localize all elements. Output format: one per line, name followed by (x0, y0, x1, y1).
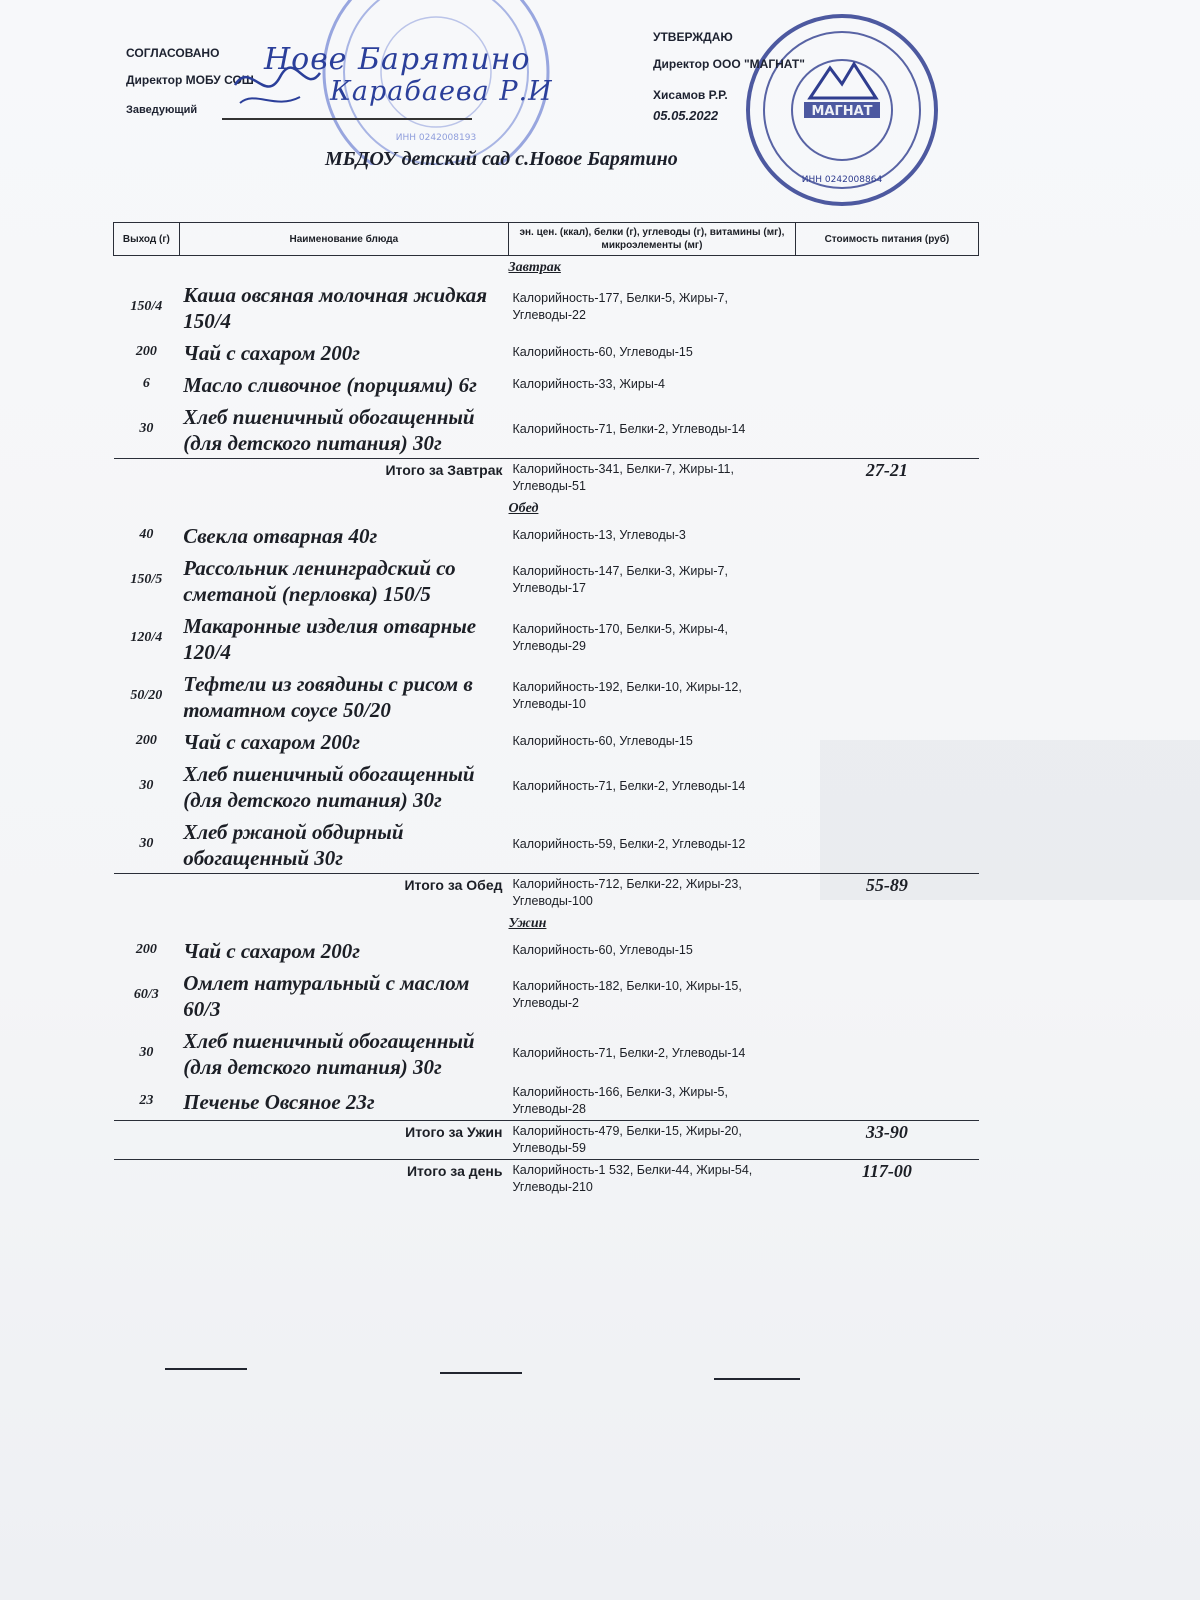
menu-item-row (114, 815, 979, 874)
section-title-row (114, 256, 979, 279)
item-cost (795, 609, 978, 667)
section-title-row (114, 912, 979, 934)
menu-item-row (114, 1082, 979, 1121)
item-nutrition: Калорийность-192, Белки-10, Жиры-12, Углеводы-10 (512, 680, 742, 711)
manager-signature-line (222, 118, 472, 120)
item-nutrition: Калорийность-60, Углеводы-15 (512, 344, 693, 359)
section-total-label: Итого за Ужин (114, 1121, 509, 1160)
item-cost (795, 1082, 978, 1121)
item-nutrition: Калорийность-147, Белки-3, Жиры-7, Углеводы-17 (512, 564, 728, 595)
agreed-director: Директор МОБУ СОШ (126, 73, 254, 87)
section-total-nutrition: Калорийность-479, Белки-15, Жиры-20, Углеводы-59 (509, 1121, 796, 1160)
section-spacer (179, 497, 508, 519)
agreed-manager: Заведующий (126, 104, 198, 116)
item-dish: Тефтели из говядины с рисом в томатном соусе 50/20 (183, 672, 473, 722)
approve-date: 05.05.2022 (653, 108, 719, 123)
item-output: 50/20 (130, 688, 163, 703)
item-nutrition: Калорийность-166, Белки-3, Жиры-5, Углеводы-28 (512, 1085, 728, 1116)
item-nutrition: Калорийность-33, Жиры-4 (512, 376, 665, 391)
section-spacer (114, 497, 180, 519)
menu-item-row (114, 551, 979, 609)
item-cost (795, 368, 978, 400)
day-total-label: Итого за день (114, 1160, 509, 1199)
section-spacer (179, 256, 508, 279)
item-output: 150/4 (130, 299, 163, 314)
item-output: 200 (135, 344, 157, 359)
item-nutrition: Калорийность-71, Белки-2, Углеводы-14 (512, 778, 746, 793)
item-output: 6 (142, 376, 150, 391)
item-nutrition: Калорийность-13, Углеводы-3 (512, 527, 686, 542)
company-stamp-magnat (742, 10, 942, 210)
item-cost (795, 815, 978, 874)
section-total-row (114, 1121, 979, 1160)
item-dish: Каша овсяная молочная жидкая 150/4 (183, 283, 488, 333)
stamp-right-inn: ИНН 0242008864 (801, 175, 883, 185)
item-dish: Хлеб пшеничный обогащенный (для детского питания) 30г (183, 762, 475, 812)
menu-item-row (114, 1024, 979, 1082)
item-cost (795, 725, 978, 757)
handwritten-signature-name: Карабаева Р.И (330, 76, 553, 107)
item-dish: Чай с сахаром 200г (183, 730, 361, 754)
col-dish: Наименование блюда (179, 223, 508, 256)
handwritten-signature (225, 55, 325, 115)
col-output: Выход (г) (114, 223, 180, 256)
section-total-row (114, 874, 979, 913)
section-total-nutrition: Калорийность-341, Белки-7, Жиры-11, Углеводы-51 (509, 459, 796, 498)
section-total-label: Итого за Обед (114, 874, 509, 913)
item-output: 150/5 (130, 572, 163, 587)
item-nutrition: Калорийность-59, Белки-2, Углеводы-12 (512, 836, 746, 851)
signature-line-1 (165, 1368, 247, 1370)
item-dish: Хлеб пшеничный обогащенный (для детского питания) 30г (183, 405, 475, 455)
section-spacer (795, 912, 978, 934)
menu-item-row (114, 336, 979, 368)
item-cost (795, 934, 978, 966)
signature-line-3 (714, 1378, 800, 1380)
table-header-row (114, 223, 979, 256)
section-title-row (114, 497, 979, 519)
section-total-nutrition: Калорийность-712, Белки-22, Жиры-23, Углеводы-100 (509, 874, 796, 913)
item-output: 200 (135, 733, 157, 748)
menu-item-row (114, 966, 979, 1024)
item-dish: Рассольник ленинградский со сметаной (перловка) 150/5 (183, 556, 456, 606)
day-total-row (114, 1160, 979, 1199)
agreed-label: СОГЛАСОВАНО (126, 46, 220, 60)
item-dish: Чай с сахаром 200г (183, 341, 361, 365)
section-total-row (114, 459, 979, 498)
item-nutrition: Калорийность-182, Белки-10, Жиры-15, Углеводы-2 (512, 979, 742, 1010)
section-spacer (179, 912, 508, 934)
section-total-cost: 55-89 (795, 874, 978, 913)
item-output: 200 (135, 942, 157, 957)
menu-item-row (114, 278, 979, 336)
item-dish: Масло сливочное (порциями) 6г (183, 373, 477, 397)
menu-table (113, 222, 979, 1198)
item-nutrition: Калорийность-60, Углеводы-15 (512, 733, 693, 748)
item-dish: Хлеб пшеничный обогащенный (для детского питания) 30г (183, 1029, 475, 1079)
section-total-label: Итого за Завтрак (114, 459, 509, 498)
item-nutrition: Калорийность-71, Белки-2, Углеводы-14 (512, 1045, 746, 1060)
approve-name: Хисамов Р.Р. (653, 88, 728, 102)
section-spacer (795, 497, 978, 519)
col-cost: Стоимость питания (руб) (795, 223, 978, 256)
item-output: 60/3 (133, 987, 159, 1002)
item-nutrition: Калорийность-60, Углеводы-15 (512, 942, 693, 957)
handwritten-village: Нове Барятино (264, 42, 531, 77)
item-dish: Хлеб ржаной обдирный обогащенный 30г (183, 820, 404, 870)
item-dish: Свекла отварная 40г (183, 524, 378, 548)
item-nutrition: Калорийность-170, Белки-5, Жиры-4, Углеводы-29 (512, 622, 728, 653)
item-nutrition: Калорийность-71, Белки-2, Углеводы-14 (512, 421, 746, 436)
item-cost (795, 519, 978, 551)
stamp-left-inn: ИНН 0242008193 (395, 133, 477, 143)
approve-director: Директор ООО "МАГНАТ" (653, 57, 805, 71)
menu-item-row (114, 757, 979, 815)
section-total-cost: 33-90 (795, 1121, 978, 1160)
approve-label: УТВЕРЖДАЮ (653, 30, 733, 44)
item-dish: Омлет натуральный с маслом 60/3 (183, 971, 470, 1021)
item-dish: Макаронные изделия отварные 120/4 (183, 614, 477, 664)
day-total-cost: 117-00 (795, 1160, 978, 1199)
section-spacer (114, 912, 180, 934)
item-cost (795, 551, 978, 609)
item-cost (795, 1024, 978, 1082)
menu-body (114, 256, 979, 1199)
stamp-right-name: МАГНАТ (811, 104, 873, 119)
section-title: Обед (508, 501, 539, 516)
day-total-nutrition: Калорийность-1 532, Белки-44, Жиры-54, Углеводы-210 (509, 1160, 796, 1199)
menu-item-row (114, 400, 979, 459)
menu-item-row (114, 667, 979, 725)
item-output: 40 (139, 527, 154, 542)
menu-item-row (114, 725, 979, 757)
document-title: МБДОУ детский сад с.Новое Барятино (325, 148, 678, 170)
col-nutrition: эн. цен. (ккал), белки (г), углеводы (г), витамины (мг), микроэлементы (мг) (509, 223, 796, 256)
item-output: 120/4 (130, 630, 163, 645)
section-total-cost: 27-21 (795, 459, 978, 498)
signature-line-2 (440, 1372, 522, 1374)
menu-item-row (114, 368, 979, 400)
menu-item-row (114, 609, 979, 667)
section-title: Ужин (508, 916, 547, 931)
item-output: 30 (139, 836, 154, 851)
item-output: 23 (139, 1093, 154, 1108)
menu-item-row (114, 519, 979, 551)
section-spacer (114, 256, 180, 279)
item-output: 30 (139, 778, 154, 793)
item-output: 30 (139, 421, 154, 436)
item-dish: Чай с сахаром 200г (183, 939, 361, 963)
item-dish: Печенье Овсяное 23г (183, 1090, 375, 1114)
section-spacer (795, 256, 978, 279)
menu-item-row (114, 934, 979, 966)
item-nutrition: Калорийность-177, Белки-5, Жиры-7, Углеводы-22 (512, 291, 728, 322)
item-cost (795, 966, 978, 1024)
item-cost (795, 667, 978, 725)
item-output: 30 (139, 1045, 154, 1060)
item-cost (795, 278, 978, 336)
section-title: Завтрак (508, 260, 561, 275)
item-cost (795, 336, 978, 368)
item-cost (795, 400, 978, 459)
item-cost (795, 757, 978, 815)
